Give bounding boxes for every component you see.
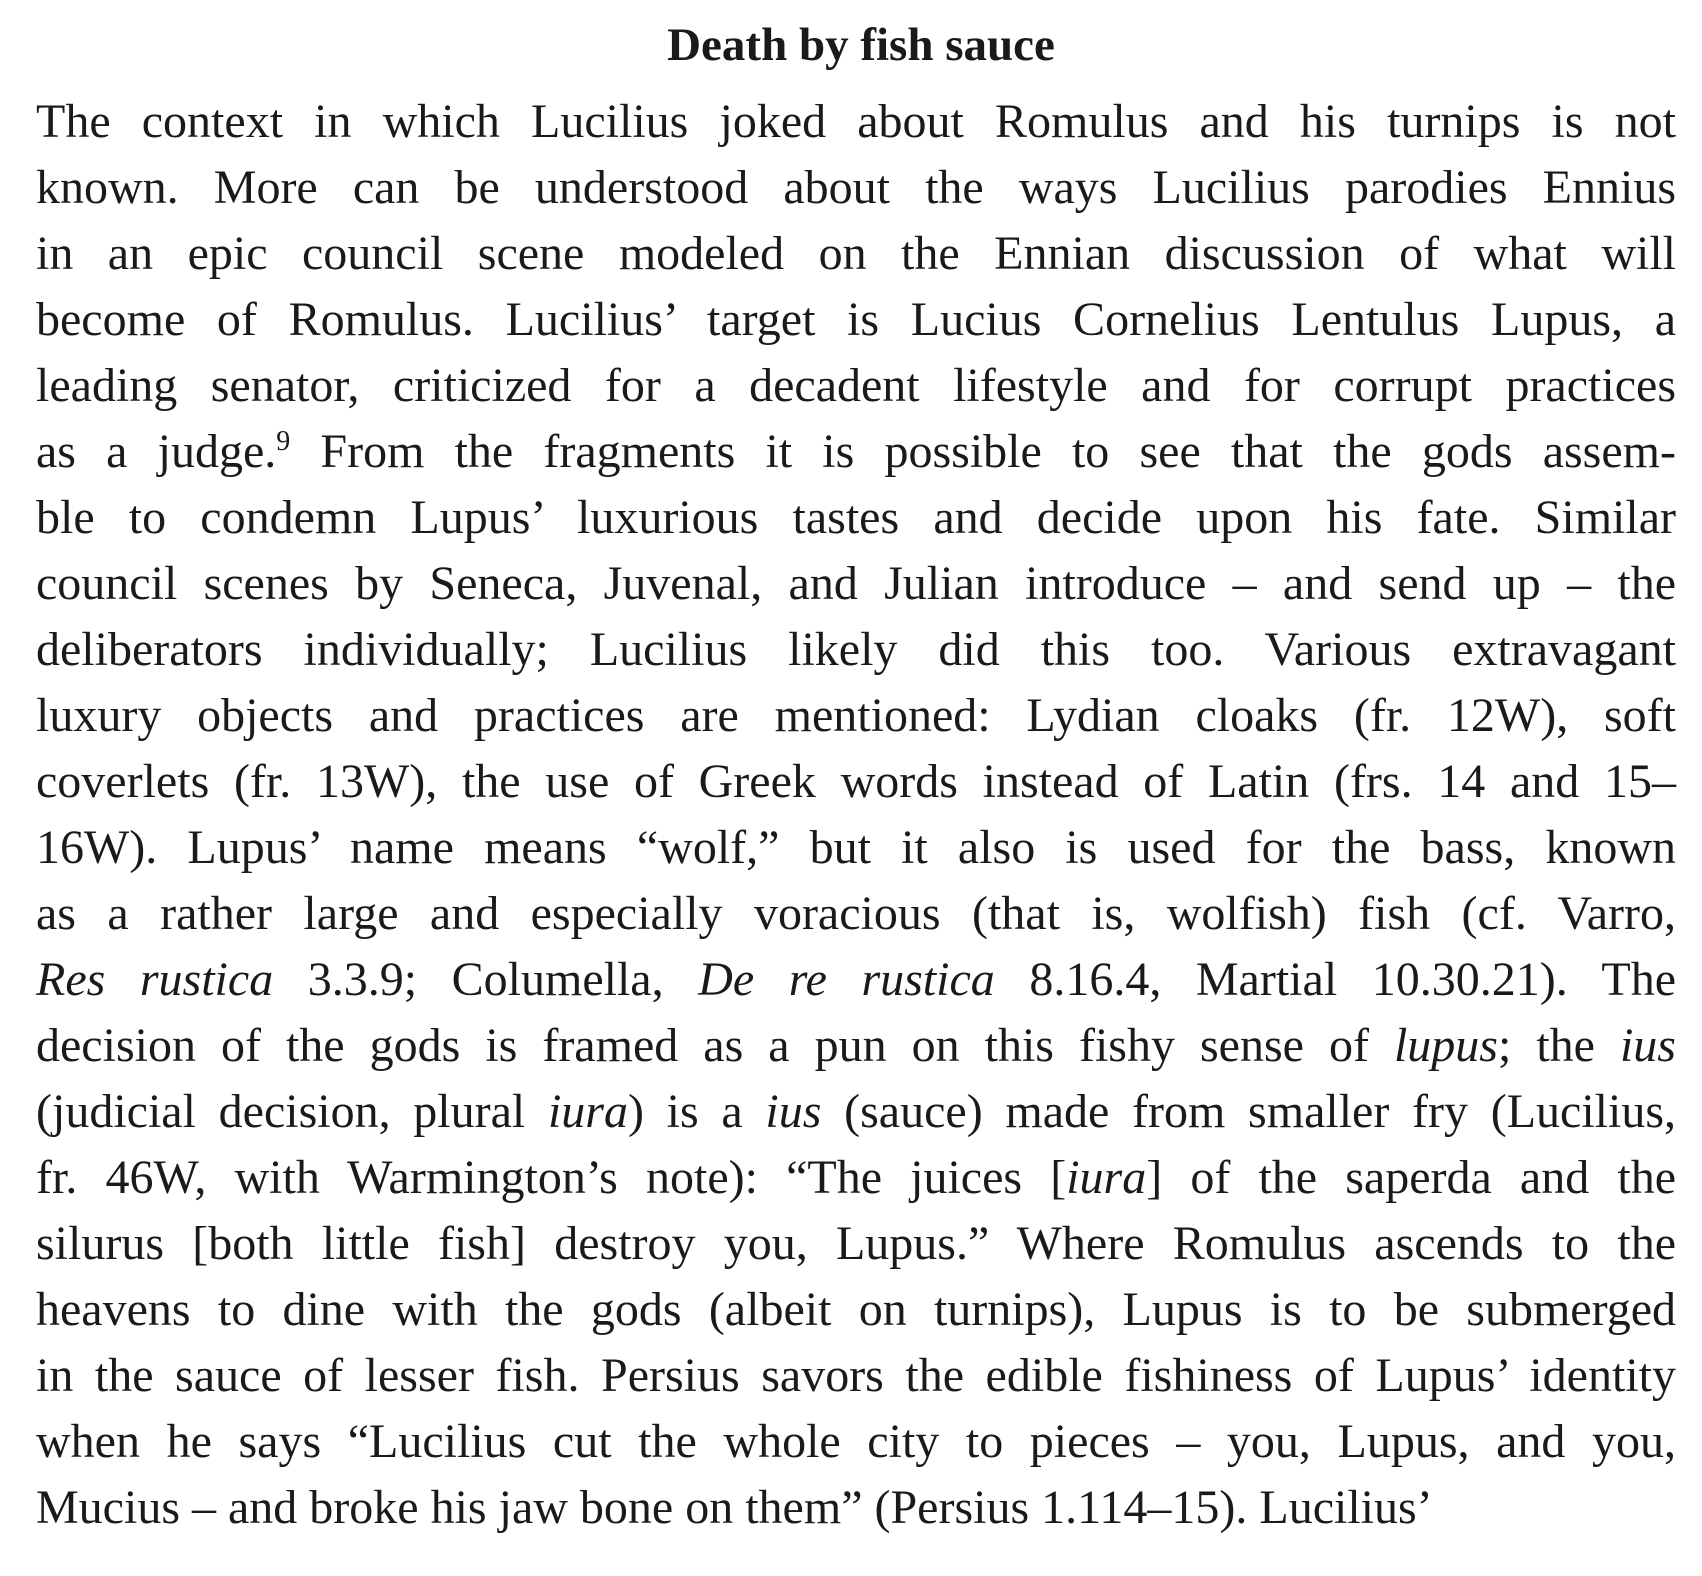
- text-line: [36, 1079, 1676, 1145]
- text-line: [36, 1277, 1676, 1343]
- text-segment: coverlets (fr. 13W), the use of Greek words instead of Latin (frs. 14 and 15–: [36, 755, 1676, 808]
- text-segment: as a rather large and especially voracious (that is, wolfish) fish (cf. Varro,: [36, 887, 1676, 940]
- text-segment: as a judge.: [36, 425, 277, 478]
- text-line: [36, 1475, 1676, 1541]
- text-segment: ble to condemn Lupus’ luxurious tastes and decide upon his fate. Similar: [36, 491, 1676, 544]
- body-paragraph: [36, 89, 1676, 1541]
- text-segment: From the fragments it is possible to see that the gods assem-: [290, 425, 1676, 478]
- page: [36, 0, 1676, 1541]
- text-segment: (judicial decision, plural: [36, 1085, 548, 1138]
- italic-text: lupus: [1393, 1019, 1498, 1072]
- section-heading: Death by fish sauce: [667, 19, 1055, 71]
- text-segment: 16W). Lupus’ name means “wolf,” but it also is used for the bass, known: [36, 821, 1676, 874]
- text-line: [36, 1211, 1676, 1277]
- text-line: [36, 221, 1676, 287]
- text-line: [36, 947, 1676, 1013]
- italic-text: De re rustica: [698, 953, 995, 1006]
- text-line: [36, 683, 1676, 749]
- text-line: [36, 617, 1676, 683]
- text-line: [36, 815, 1676, 881]
- text-line: [36, 155, 1676, 221]
- text-segment: in the sauce of lesser fish. Persius savors the edible fishiness of Lupus’ identity: [36, 1349, 1676, 1402]
- text-segment: council scenes by Seneca, Juvenal, and Julian introduce – and send up – the: [36, 557, 1676, 610]
- text-segment: in an epic council scene modeled on the Ennian discussion of what will: [36, 227, 1676, 280]
- text-segment: heavens to dine with the gods (albeit on turnips), Lupus is to be submerged: [36, 1283, 1676, 1336]
- italic-text: iura: [547, 1085, 628, 1138]
- text-line: [36, 353, 1676, 419]
- text-line: [36, 419, 1676, 485]
- text-segment: The context in which Lucilius joked about Romulus and his turnips is not: [36, 95, 1676, 148]
- footnote-marker: 9: [276, 426, 291, 457]
- italic-text: iura: [1066, 1151, 1147, 1204]
- text-segment: (sauce) made from smaller fry (Lucilius,: [821, 1085, 1676, 1138]
- text-segment: 3.3.9; Columella,: [273, 953, 699, 1006]
- text-line: [36, 881, 1676, 947]
- italic-text: Res rustica: [36, 953, 274, 1006]
- text-line: [36, 749, 1676, 815]
- text-line: [36, 287, 1676, 353]
- italic-text: ius: [765, 1085, 822, 1138]
- text-line: [36, 1409, 1676, 1475]
- text-segment: ; the: [1497, 1019, 1620, 1072]
- text-segment: ] of the saperda and the: [1146, 1151, 1676, 1204]
- text-segment: leading senator, criticized for a decadent lifestyle and for corrupt practices: [36, 359, 1676, 412]
- text-segment: luxury objects and practices are mentioned: Lydian cloaks (fr. 12W), soft: [36, 689, 1676, 742]
- text-segment: deliberators individually; Lucilius likely did this too. Various extravagant: [36, 623, 1676, 676]
- text-line: [36, 1145, 1676, 1211]
- text-line: [36, 551, 1676, 617]
- italic-text: ius: [1619, 1019, 1676, 1072]
- text-line: [36, 1343, 1676, 1409]
- text-segment: become of Romulus. Lucilius’ target is Lucius Cornelius Lentulus Lupus, a: [36, 293, 1676, 346]
- text-segment: 8.16.4, Martial 10.30.21). The: [994, 953, 1677, 1006]
- text-segment: silurus [both little fish] destroy you, Lupus.” Where Romulus ascends to the: [36, 1217, 1676, 1270]
- text-segment: ) is a: [627, 1085, 766, 1138]
- text-segment: Mucius – and broke his jaw bone on them” (Persius 1.114–15). Lucilius’: [36, 1481, 1433, 1534]
- text-line: [36, 1013, 1676, 1079]
- text-segment: fr. 46W, with Warmington’s note): “The juices [: [36, 1151, 1067, 1204]
- text-segment: when he says “Lucilius cut the whole city to pieces – you, Lupus, and you,: [36, 1415, 1676, 1468]
- text-segment: known. More can be understood about the ways Lucilius parodies Ennius: [36, 161, 1676, 214]
- text-line: [36, 89, 1676, 155]
- text-line: [36, 485, 1676, 551]
- text-segment: decision of the gods is framed as a pun on this fishy sense of: [36, 1019, 1394, 1072]
